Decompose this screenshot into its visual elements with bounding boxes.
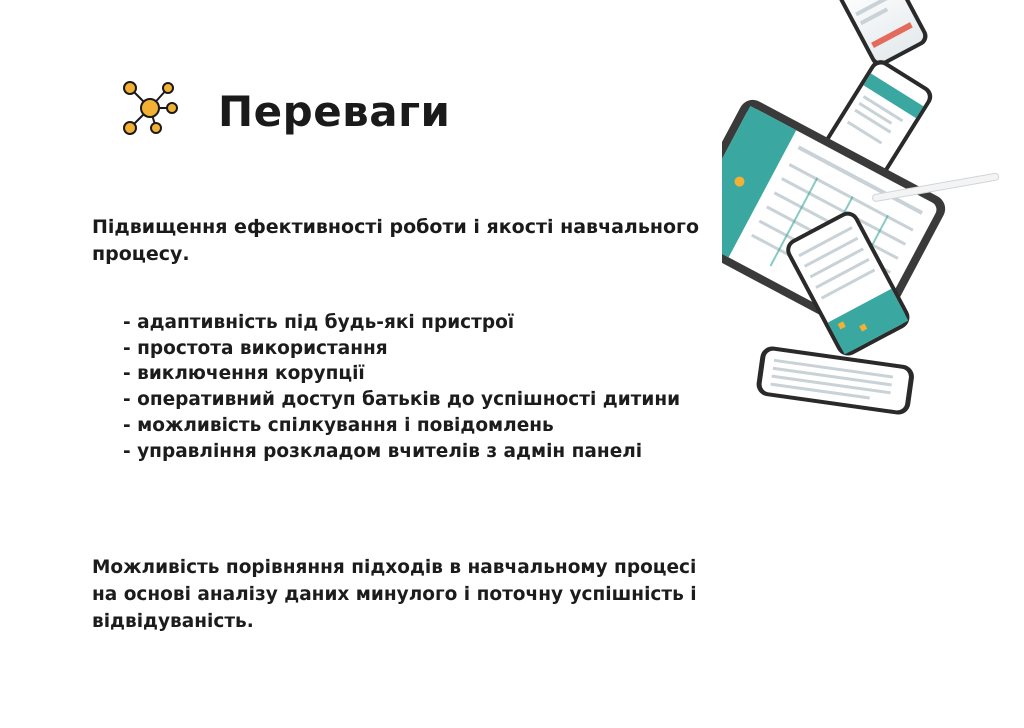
list-item: - можливість спілкування і повідомлень (123, 414, 554, 436)
benefits-list (123, 310, 680, 464)
list-item: - адаптивність під будь-які пристрої (123, 312, 515, 333)
list-item: - оперативний доступ батьків до успішності дитини (123, 389, 681, 411)
intro-heading: Підвищення ефективності роботи і якості навчального процесу. (92, 216, 700, 265)
page-title: Переваги (218, 87, 451, 136)
comparison-text: Можливість порівняння підходів в навчальному процесі на основі аналізу даних минулого і поточну успішність і відвідуваність. (92, 557, 697, 632)
list-item: - виключення корупції (123, 363, 365, 385)
list-item: - управління розкладом вчителів з адмін панелі (123, 440, 643, 462)
network-icon (120, 78, 180, 138)
list-item: - простота використання (123, 337, 388, 359)
devices-mockup-icon (722, 0, 1012, 420)
